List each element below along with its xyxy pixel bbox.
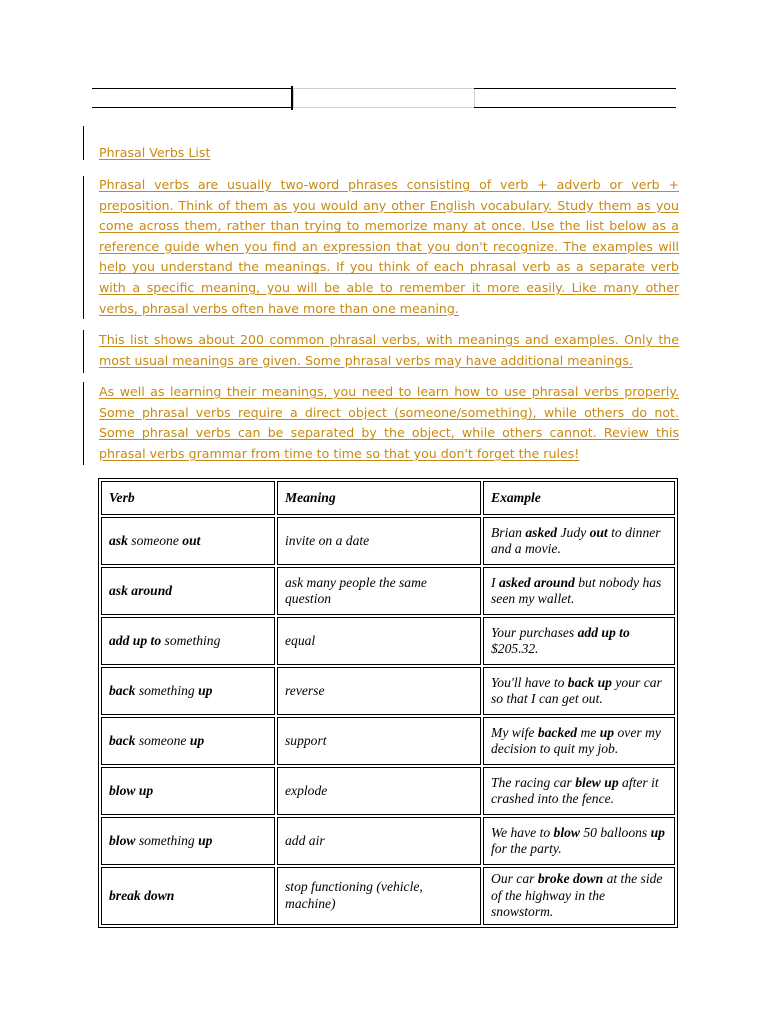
example-segment: up	[599, 724, 615, 740]
phrasal-verbs-table	[98, 478, 678, 928]
verb-cell	[101, 567, 275, 615]
meaning-cell: reverse	[277, 667, 481, 715]
example-segment: over my decision to quit my job.	[491, 724, 661, 756]
example-segment: back up	[567, 674, 612, 690]
example-segment: asked around	[498, 574, 575, 590]
change-bar	[83, 330, 84, 373]
table-row	[101, 817, 675, 865]
example-segment: backed	[537, 724, 578, 740]
verb-segment: ask	[109, 532, 128, 548]
verb-segment: blow up	[109, 782, 154, 798]
header-rule-middle	[293, 88, 475, 108]
intro-paragraph: Phrasal verbs are usually two-word phrases consisting of verb + adverb or verb + preposition. Think of them as you would any other English vocabulary. Study them as you come across them, rather than trying to memorize many at once. Use the list below as a reference guide when you find an expression that you don't recognize. The examples will help you understand the meanings. If you think of each phrasal verb as a separate verb with a specific meaning, you will be able to remember it more easily. Like many other verbs, phrasal verbs often have more than one meaning.	[99, 177, 679, 316]
example-segment: Our car	[491, 871, 538, 886]
verb-segment: something	[161, 632, 221, 648]
example-segment: but nobody has seen my wallet.	[491, 574, 662, 606]
verb-segment: something	[135, 682, 199, 698]
header-verb: Verb	[101, 481, 275, 515]
example-segment: after it crashed into the fence.	[491, 774, 659, 806]
change-bar	[83, 382, 84, 465]
example-segment: 50 balloons	[579, 824, 651, 840]
example-segment: Your purchases	[491, 624, 578, 640]
list-info-paragraph: This list shows about 200 common phrasal verbs, with meanings and examples. Only the most usual meanings are given. Some phrasal verbs may have additional meanings.	[99, 332, 679, 368]
verb-segment: someone	[127, 532, 183, 548]
usage-paragraph: As well as learning their meanings, you need to learn how to use phrasal verbs properly. Some phrasal verbs require a direct object (someone/something), while others do not. Some phrasal verbs can be separated by the object, while others cannot. Review this phrasal verbs grammar from time to time so that you don't forget the rules!	[99, 384, 679, 461]
meaning-cell: invite on a date	[277, 517, 481, 565]
example-cell	[483, 617, 675, 665]
table-header-row	[101, 481, 675, 515]
example-segment: me	[577, 724, 600, 740]
example-segment: My wife	[491, 724, 538, 740]
meaning-cell: add air	[277, 817, 481, 865]
example-segment: Judy	[557, 524, 590, 540]
verb-segment: up	[198, 832, 213, 848]
verb-cell	[101, 767, 275, 815]
verb-cell	[101, 717, 275, 765]
example-segment: out	[589, 524, 608, 540]
example-segment: for the party.	[491, 841, 562, 856]
example-segment: $205.32.	[491, 641, 539, 656]
example-segment: We have to	[491, 824, 554, 840]
example-cell	[483, 667, 675, 715]
example-cell	[483, 867, 675, 925]
example-segment: You'll have to	[491, 674, 568, 690]
header-rule-right	[474, 88, 676, 108]
example-segment: blow	[553, 824, 580, 840]
meaning-cell: support	[277, 717, 481, 765]
verb-segment: someone	[135, 732, 190, 748]
example-cell	[483, 767, 675, 815]
example-cell	[483, 717, 675, 765]
table-row	[101, 767, 675, 815]
table-row	[101, 717, 675, 765]
example-segment: add up to	[577, 624, 630, 640]
verb-segment: blow	[109, 832, 136, 848]
header-rule-left	[92, 88, 292, 108]
verb-segment: something	[135, 832, 199, 848]
header-rule	[92, 86, 676, 110]
example-segment: The racing car	[491, 774, 576, 790]
meaning-cell: stop functioning (vehicle, machine)	[277, 867, 481, 925]
verb-segment: out	[182, 532, 201, 548]
example-segment: at the side of the highway in the snowstorm.	[491, 871, 663, 919]
verb-cell	[101, 617, 275, 665]
header-example: Example	[483, 481, 675, 515]
example-segment: asked	[525, 524, 558, 540]
example-segment: up	[650, 824, 665, 840]
example-cell	[483, 567, 675, 615]
verb-segment: add up to	[109, 632, 162, 648]
change-bar	[83, 176, 84, 319]
page-title: Phrasal Verbs List	[99, 145, 211, 160]
example-segment: your car so that I can get out.	[491, 674, 662, 706]
table-row	[101, 517, 675, 565]
example-segment: broke down	[537, 871, 604, 886]
example-cell	[483, 817, 675, 865]
verb-cell	[101, 517, 275, 565]
table-row	[101, 617, 675, 665]
table-row	[101, 867, 675, 925]
table-body	[101, 517, 675, 925]
table-row	[101, 667, 675, 715]
verb-segment: back	[109, 682, 136, 698]
verb-segment: break down	[109, 887, 175, 903]
change-bar	[83, 126, 84, 160]
example-segment: to dinner and a movie.	[491, 524, 661, 556]
verb-segment: up	[198, 682, 213, 698]
verb-cell	[101, 817, 275, 865]
example-segment: Brian	[491, 524, 526, 540]
example-segment: blew up	[575, 774, 619, 790]
table-row	[101, 567, 675, 615]
meaning-cell: equal	[277, 617, 481, 665]
meaning-cell: ask many people the same question	[277, 567, 481, 615]
header-meaning: Meaning	[277, 481, 481, 515]
verb-segment: back	[109, 732, 136, 748]
example-cell	[483, 517, 675, 565]
verb-cell	[101, 867, 275, 925]
example-segment: I	[491, 574, 499, 590]
meaning-cell: explode	[277, 767, 481, 815]
verb-cell	[101, 667, 275, 715]
verb-segment: up	[189, 732, 205, 748]
verb-segment: ask around	[109, 582, 173, 598]
